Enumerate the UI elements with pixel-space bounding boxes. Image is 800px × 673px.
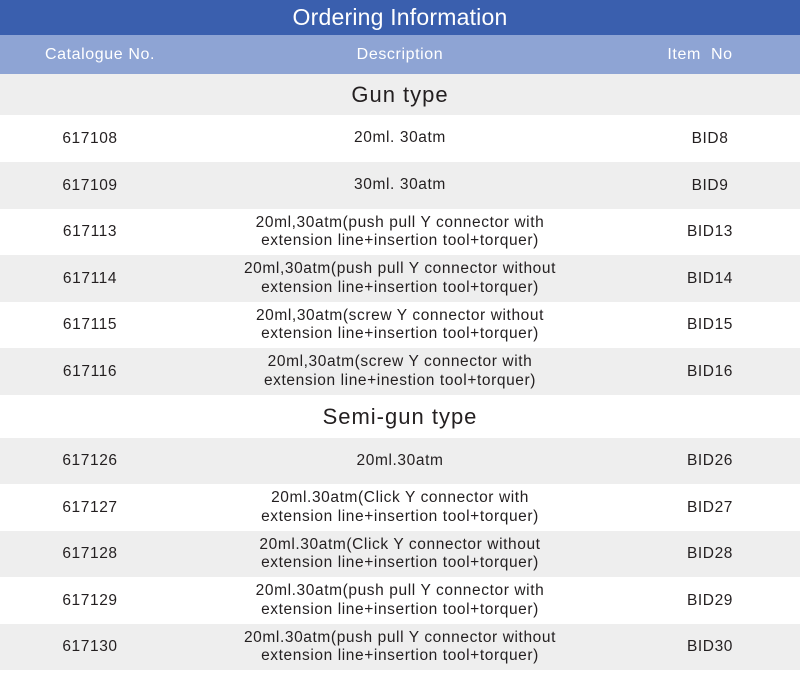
catalogue-number: 617115 [62,316,118,333]
table-title: Ordering Information [0,0,800,35]
item-number: BID13 [686,223,734,240]
description: 30ml. 30atm [354,176,446,194]
description: 20ml,30atm(push pull Y connector with extension line+insertion tool+torquer) [255,213,545,249]
table-row [0,348,800,395]
description: 20ml.30atm [356,451,444,469]
column-header-item: Item No [667,45,733,63]
item-number: BID28 [686,545,734,562]
catalogue-number: 617116 [62,362,118,380]
table-row [0,438,800,484]
item-number: BID30 [686,638,734,655]
catalogue-number: 617108 [62,129,118,147]
table-row [0,484,800,531]
table-row [0,577,800,624]
item-number: BID9 [691,176,729,194]
table-row [0,302,800,348]
item-number: BID26 [686,452,734,469]
table-row [0,531,800,577]
item-number: BID27 [686,498,734,516]
table-row [0,209,800,255]
column-header-row [0,35,800,74]
item-number: BID8 [691,129,729,147]
item-number: BID15 [686,316,734,333]
item-number: BID29 [686,591,734,609]
item-number: BID14 [686,269,734,287]
description: 20ml,30atm(screw Y connector with extension line+inestion tool+torquer) [263,353,537,389]
description: 20ml.30atm(push pull Y connector with extension line+insertion tool+torquer) [255,582,545,618]
table-row [0,255,800,302]
catalogue-number: 617127 [62,498,118,516]
section-heading-gun-type: Gun type [0,74,800,115]
section-heading-semi-gun-type: Semi-gun type [0,395,800,438]
catalogue-number: 617109 [62,176,118,194]
column-header-catalogue: Catalogue No. [44,45,156,63]
table-row [0,115,800,162]
table-row [0,162,800,209]
column-header-description: Description [356,45,444,63]
description: 20ml,30atm(push pull Y connector without extension line+insertion tool+torquer) [243,260,557,296]
catalogue-number: 617129 [62,591,118,609]
catalogue-number: 617126 [62,452,118,469]
catalogue-number: 617130 [62,638,118,655]
description: 20ml.30atm(Click Y connector with extension line+insertion tool+torquer) [261,489,539,525]
description: 20ml.30atm(push pull Y connector without extension line+insertion tool+torquer) [243,628,557,664]
description: 20ml.30atm(Click Y connector without extension line+insertion tool+torquer) [259,535,541,571]
description: 20ml. 30atm [354,129,446,147]
item-number: BID16 [686,362,734,380]
catalogue-number: 617114 [62,269,118,287]
table-row [0,624,800,670]
catalogue-number: 617128 [62,545,118,562]
description: 20ml,30atm(screw Y connector without extension line+insertion tool+torquer) [255,306,545,342]
catalogue-number: 617113 [62,223,118,240]
